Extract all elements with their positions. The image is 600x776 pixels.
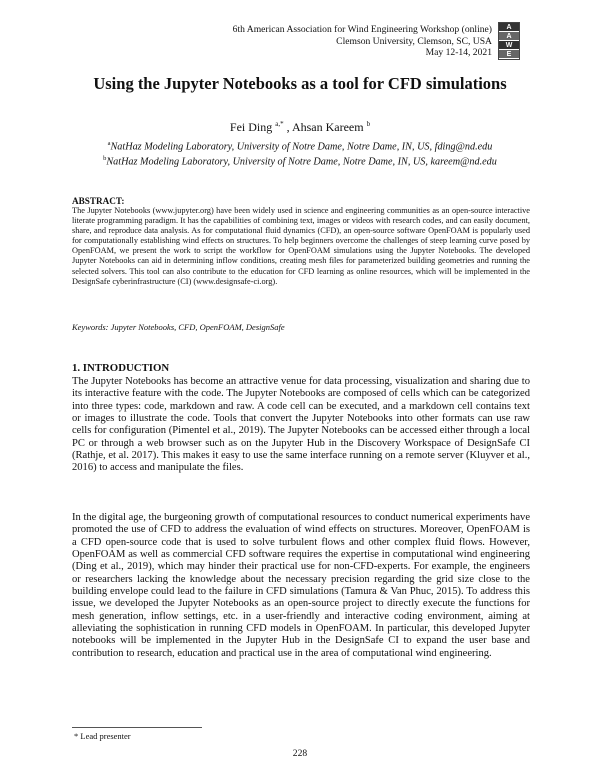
abstract-heading: ABSTRACT:: [72, 196, 125, 206]
author-marks: b: [366, 120, 371, 128]
affiliation-text: NatHaz Modeling Laboratory, University of Notre Dame, Notre Dame, IN, US, kareem@nd.edu: [106, 156, 497, 168]
footnote: * Lead presenter: [74, 731, 131, 741]
author-separator: ,: [286, 120, 292, 134]
logo-letter: A: [499, 23, 519, 32]
affiliation-mark: b: [103, 155, 107, 163]
author-list: [0, 120, 600, 135]
conference-dates: May 12-14, 2021: [425, 47, 492, 59]
affiliation-line: [0, 153, 600, 168]
logo-letter: E: [499, 50, 519, 59]
affiliations: [0, 138, 600, 169]
body-paragraph: The Jupyter Notebooks has become an attractive venue for data processing, visualization and sharing due to its interactive feature with the code. The Jupyter Notebooks are composed of cells which can be categorized into three types: code, markdown and raw. A code cell can be executed, and a markdown cell contains text or images to illustrate the code. Tools that convert the Jupyter Notebooks into other formats can use raw cells for configuration (Pimentel et al., 2019). The Jupyter Notebooks can be accessed either through a local PC or through a web browser such as on the Jupyter Hub in the Discovery Workspace of DesignSafe CI (Rathje, et al. 2017). This makes it easy to use the same interface running on a remote server (Kluyver et al., 2016) to access and manipulate the files.: [72, 376, 530, 474]
keywords: Keywords: Jupyter Notebooks, CFD, OpenFOAM, DesignSafe: [72, 322, 285, 332]
affiliation-text: NatHaz Modeling Laboratory, University of Notre Dame, Notre Dame, IN, US, fding@nd.edu: [110, 141, 493, 153]
abstract-text: The Jupyter Notebooks (www.jupyter.org) have been widely used in science and engineering communities as an open-source interactive literate programming paradigm. It has the capabilities of combining text, images or videos with research codes, and can easily document, share, and reproduce data analysis. As for computational fluid dynamics (CFD), an open-source software OpenFOAM is popularly used for computationally establishing wind effects on structures. To help beginners overcome the challenges of steep learning curve posed by OpenFOAM, we present the work to script the workflow for OpenFOAM simulations using the Jupyter Notebooks. The developed Jupyter Notebooks can aid in determining inflow conditions, creating mesh files for parameterized building geometries and running the selected solvers. This tool can also contribute to the education for CFD learning as online resources, which will be implemented in the DesignSafe cyberinfrastructure (CI) (www.designsafe-ci.org).: [72, 206, 530, 286]
body-paragraph: In the digital age, the burgeoning growth of computational resources to conduct numerical experiments have promoted the use of CFD to address the evaluation of wind effects on structures. Moreover, OpenFOAM is a CFD open-source code that is used to solve turbulent flows and other complex fluid flows. However, OpenFOAM as well as commercial CFD software requires the expertise in computational wind engineering (Ding et al., 2019), which may hinder their practical use for non-CFD-experts. For example, the engineers or researchers lacking the knowledge about the necessary precision regarding the grid size close to the building envelope could lead to the failure in CFD simulations (Tamura & Van Phuc, 2015). To address this issue, we developed the Jupyter Notebooks as an open-source project to directly execute the functions for mesh generation, inflow settings, etc. in a user-friendly and interactive coding environment, aiming at alleviating the sophistication in running CFD models in OpenFOAM. In particular, this developed Jupyter notebooks will be implemented in the Jupyter Hub in the DesignSafe CI to expand the user base and contribution to research, education and practical use in the area of computational wind engineering.: [72, 512, 530, 659]
conference-header: [233, 24, 492, 59]
aawe-logo: [498, 22, 520, 60]
author-name: Ahsan Kareem: [291, 120, 364, 134]
affiliation-line: [0, 138, 600, 153]
conference-name: 6th American Association for Wind Engineering Workshop (online): [232, 24, 492, 35]
page-number: 228: [292, 748, 308, 759]
author-marks: a,*: [275, 120, 284, 128]
logo-letter: W: [499, 41, 519, 50]
paper-title: Using the Jupyter Notebooks as a tool for CFD simulations: [93, 74, 507, 93]
section-heading: 1. INTRODUCTION: [72, 362, 170, 374]
author-name: Fei Ding: [229, 120, 273, 134]
conference-venue: Clemson University, Clemson, SC, USA: [336, 35, 492, 47]
affiliation-mark: a: [107, 140, 111, 147]
logo-letter: A: [499, 32, 519, 41]
footnote-rule: [72, 727, 202, 728]
